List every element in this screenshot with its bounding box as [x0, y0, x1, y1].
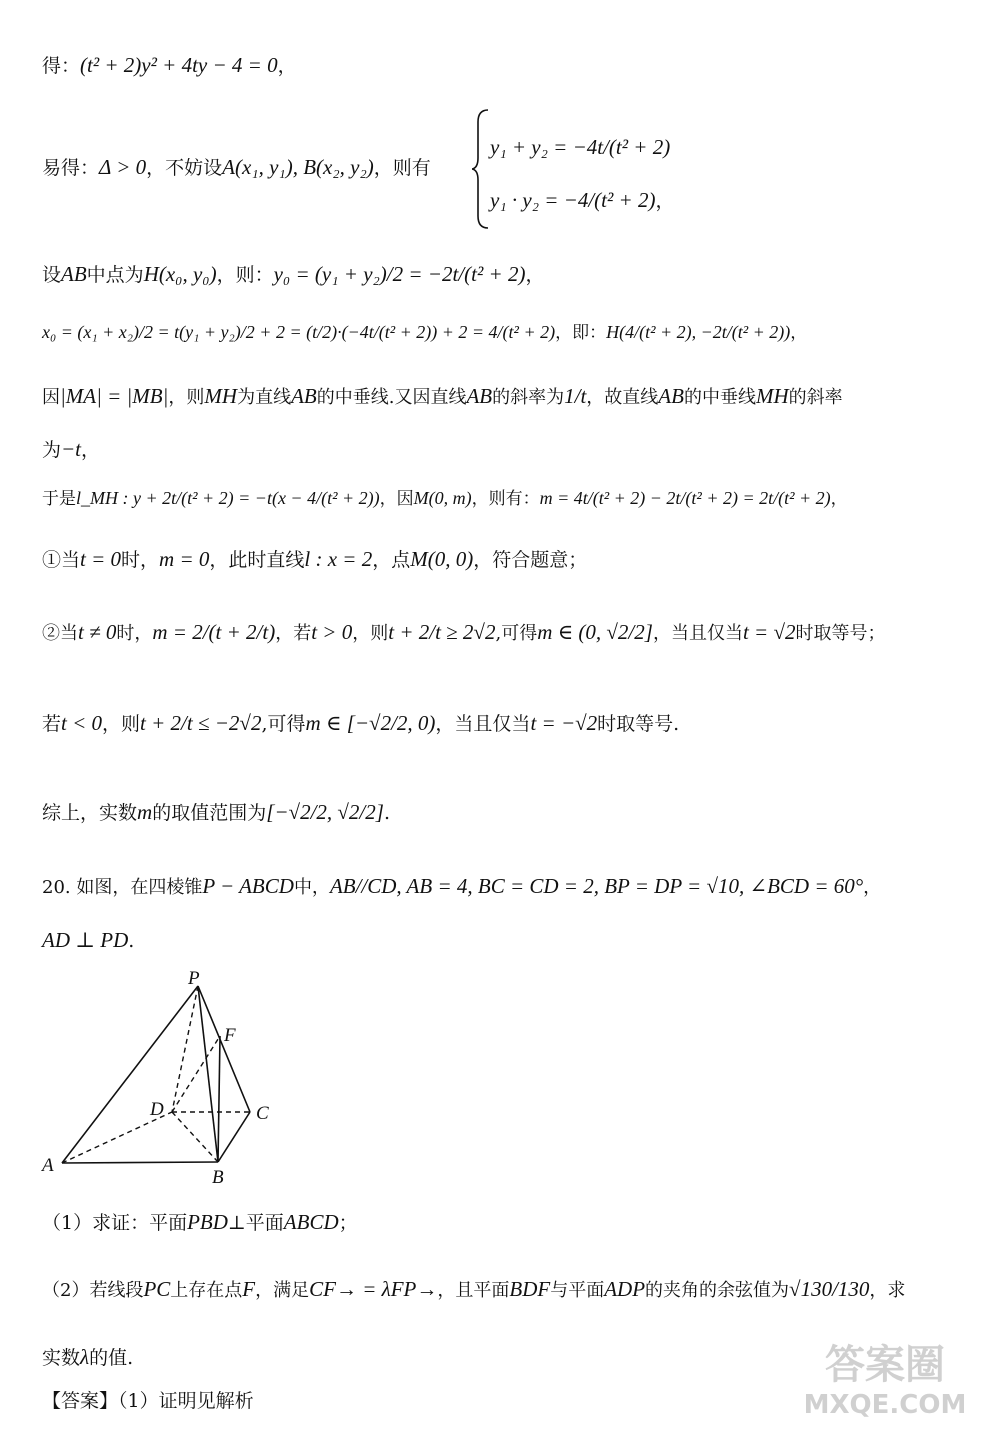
- math: t = 0: [80, 547, 122, 571]
- t: ，: [655, 190, 675, 212]
- edge-AB: [62, 1162, 218, 1163]
- math: CF→ = λFP→: [309, 1277, 438, 1301]
- math: m: [137, 800, 153, 824]
- math: −t: [61, 437, 82, 461]
- math: t < 0: [61, 711, 103, 735]
- t: ，点: [372, 549, 411, 571]
- t: 与平面: [550, 1280, 605, 1301]
- t: ，求: [869, 1280, 906, 1301]
- watermark-title: 答案圈: [825, 1342, 945, 1388]
- t: ，则有：: [471, 489, 540, 509]
- t: 为: [42, 439, 62, 461]
- math: t = −√2: [530, 711, 598, 735]
- system-line-2: [490, 188, 674, 213]
- t: 得：: [42, 55, 81, 77]
- math: Δ > 0: [99, 155, 147, 179]
- t: ，满足: [255, 1280, 310, 1301]
- math: 1/t: [564, 384, 587, 408]
- t: 的值.: [89, 1347, 134, 1369]
- t: ,可得: [495, 623, 538, 644]
- t: ，若: [275, 623, 312, 644]
- math: PBD: [187, 1210, 228, 1234]
- edge-PD: [172, 986, 198, 1112]
- label-P: P: [188, 970, 200, 989]
- line-17: [42, 1390, 254, 1413]
- t: ，当且仅当: [652, 623, 743, 644]
- line-11: [42, 800, 390, 825]
- math: AD ⊥ PD: [42, 928, 129, 952]
- line-15: [42, 1277, 905, 1302]
- line-2: [42, 155, 431, 180]
- math: y₁ · y₂ = −4/(t² + 2): [490, 188, 656, 212]
- line-13: [42, 928, 134, 953]
- math: MH: [755, 384, 789, 408]
- t: ，: [81, 439, 101, 461]
- math: t ≠ 0: [78, 620, 117, 644]
- math: H(4/(t² + 2), −2t/(t² + 2)): [606, 322, 791, 342]
- t: ，则有: [373, 157, 431, 179]
- math: PC: [143, 1277, 171, 1301]
- line-4: [42, 322, 807, 344]
- math: t > 0: [311, 620, 353, 644]
- edge-PA: [62, 986, 198, 1163]
- t: 的取值范围为: [152, 802, 267, 824]
- t: ②当: [42, 623, 78, 644]
- math: m = 4t/(t² + 2) − 2t/(t² + 2) = 2t/(t² + 2): [539, 488, 831, 508]
- t: 为直线: [237, 387, 292, 408]
- t: 时，: [116, 623, 153, 644]
- math: x₀ = (x₁ + x₂)/2 = t(y₁ + y₂)/2 + 2 = (t/2)·(−4t/(t² + 2)) + 2 = 4/(t² + 2): [42, 322, 556, 342]
- math: y₀ = (y₁ + y₂)/2 = −2t/(t² + 2): [273, 262, 526, 286]
- line-3: [42, 262, 544, 287]
- t: （2）若线段: [42, 1280, 144, 1301]
- t: .: [128, 930, 135, 952]
- math: AB: [466, 384, 493, 408]
- t: ，因: [379, 489, 414, 509]
- line-12: [42, 874, 881, 899]
- math: t + 2/t ≥ 2√2: [388, 620, 496, 644]
- t: ，则：: [216, 264, 274, 286]
- line-14: [42, 1210, 358, 1235]
- t: 的斜率: [788, 387, 843, 408]
- t: 20. 如图，在四棱锥: [42, 877, 203, 898]
- t: 综上，实数: [42, 802, 138, 824]
- edge-DB: [172, 1112, 218, 1162]
- equation: (t² + 2)y² + 4ty − 4 = 0: [80, 53, 278, 77]
- edge-BC: [218, 1112, 250, 1162]
- t: 于是: [42, 489, 76, 509]
- math: l_MH : y + 2t/(t² + 2) = −t(x − 4/(t² + 2)): [76, 488, 380, 508]
- line-6: [42, 437, 100, 462]
- math: [−√2/2, √2/2]: [266, 800, 384, 824]
- math: ADP: [604, 1277, 646, 1301]
- math: |MA| = |MB|: [60, 384, 169, 408]
- line-8: [42, 547, 587, 572]
- math: M(0, 0): [410, 547, 474, 571]
- t: 时取等号；: [795, 623, 886, 644]
- t: ，符合题意；: [473, 549, 588, 571]
- math: m ∈ [−√2/2, 0): [305, 711, 436, 735]
- t: ，: [525, 264, 545, 286]
- line-7: [42, 488, 848, 510]
- t: 易得：: [42, 157, 100, 179]
- label-A: A: [42, 1155, 54, 1176]
- t: 若: [42, 713, 62, 735]
- edge-BF: [218, 1036, 220, 1162]
- math: A(x₁, y₁), B(x₂, y₂): [222, 155, 374, 179]
- math: m ∈ (0, √2/2]: [537, 620, 653, 644]
- math: AB: [658, 384, 684, 408]
- t: 时取等号.: [597, 713, 680, 735]
- math: m = 0: [159, 547, 210, 571]
- t: 时，: [121, 549, 160, 571]
- edge-DF: [172, 1036, 220, 1112]
- t: 中点为: [86, 264, 144, 286]
- t: ，则: [168, 387, 205, 408]
- line-1: [42, 53, 297, 78]
- math: ABCD: [283, 1210, 339, 1234]
- t: ，: [277, 55, 297, 77]
- math: m = 2/(t + 2/t): [152, 620, 276, 644]
- t: 实数: [42, 1347, 81, 1369]
- edge-PB: [198, 986, 218, 1162]
- t: 的斜率为: [492, 387, 565, 408]
- t: ,可得: [261, 713, 306, 735]
- math: H(x₀, y₀): [143, 262, 217, 286]
- t: ，此时直线: [209, 549, 305, 571]
- t: ，故直线: [586, 387, 659, 408]
- math: t + 2/t ≤ −2√2: [140, 711, 262, 735]
- math: P − ABCD: [202, 874, 294, 898]
- t: ；: [338, 1212, 358, 1234]
- t: ，: [863, 877, 882, 898]
- t: 【答案】（1）证明见解析: [42, 1390, 254, 1412]
- math: F: [242, 1277, 256, 1301]
- t: ，当且仅当: [435, 713, 531, 735]
- line-9: [42, 620, 885, 645]
- math: MH: [204, 384, 238, 408]
- math: AB: [61, 262, 87, 286]
- math: t = √2: [742, 620, 796, 644]
- t: ，且平面: [437, 1280, 510, 1301]
- math: l : x = 2: [304, 547, 373, 571]
- t: ，即：: [555, 323, 607, 343]
- line-5: [42, 384, 843, 409]
- watermark-url: MXQE.COM: [803, 1390, 967, 1420]
- t: ，: [790, 323, 808, 343]
- label-C: C: [256, 1103, 269, 1124]
- t: 的中垂线: [683, 387, 756, 408]
- t: ，不妨设: [146, 157, 223, 179]
- math: AB//CD, AB = 4, BC = CD = 2, BP = DP = √10, ∠BCD = 60°: [329, 874, 864, 898]
- math: AB: [291, 384, 317, 408]
- t: ，则: [102, 713, 141, 735]
- system-brace: [472, 108, 492, 230]
- t: 中，: [293, 877, 330, 898]
- t: 上存在点: [170, 1280, 243, 1301]
- t: ①当: [42, 549, 81, 571]
- system-line-1: [490, 135, 670, 160]
- t: 因: [42, 387, 60, 408]
- t: .: [383, 802, 390, 824]
- math: y₁ + y₂ = −4t/(t² + 2): [490, 135, 671, 159]
- pyramid-figure: [30, 970, 290, 1195]
- math: λ: [80, 1345, 90, 1369]
- t: 的中垂线.又因直线: [316, 387, 467, 408]
- t: ，: [830, 489, 848, 509]
- t: （1）求证：平面: [42, 1212, 188, 1234]
- t: ⊥平面: [227, 1212, 284, 1234]
- line-16: [42, 1345, 133, 1370]
- label-D: D: [150, 1099, 164, 1120]
- math: BDF: [509, 1277, 551, 1301]
- label-B: B: [212, 1167, 224, 1188]
- t: 设: [42, 264, 62, 286]
- watermark: [785, 1333, 985, 1423]
- math: √130/130: [789, 1277, 870, 1301]
- t: 的夹角的余弦值为: [645, 1280, 790, 1301]
- math: M(0, m): [413, 488, 472, 508]
- t: ，则: [352, 623, 389, 644]
- label-F: F: [224, 1025, 236, 1046]
- line-10: [42, 711, 679, 736]
